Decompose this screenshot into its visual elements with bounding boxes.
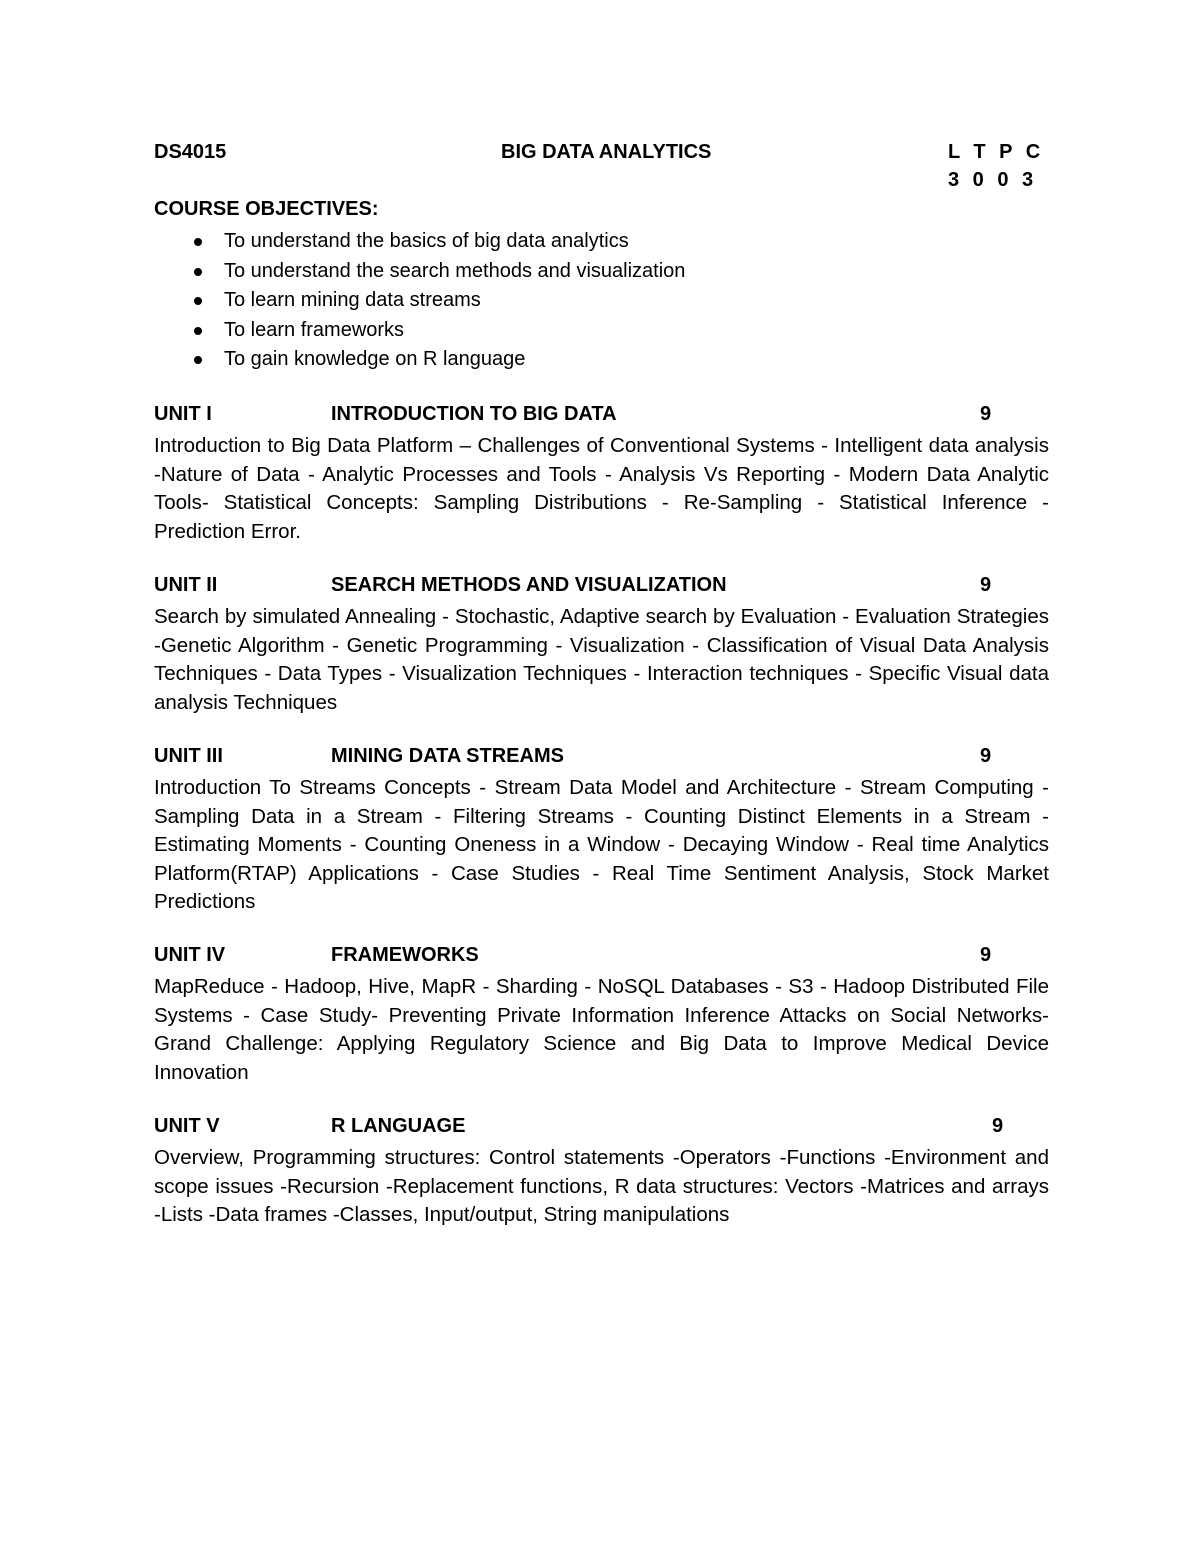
objective-text: To understand the basics of big data analytics bbox=[224, 230, 629, 252]
ltpc-values: 3 0 0 3 bbox=[948, 169, 1038, 191]
unit-heading bbox=[154, 574, 1049, 603]
unit-label: UNIT III bbox=[154, 745, 223, 767]
bullet-icon bbox=[194, 297, 202, 305]
unit-label: UNIT II bbox=[154, 574, 218, 596]
unit-label: UNIT I bbox=[154, 403, 212, 425]
objective-item bbox=[154, 345, 685, 375]
unit-label: UNIT IV bbox=[154, 944, 226, 966]
unit-title: R LANGUAGE bbox=[331, 1115, 466, 1137]
unit-heading bbox=[154, 1115, 1049, 1144]
unit-content: Overview, Programming structures: Control statements -Operators -Functions -Environment and scope issues -Recursion -Replacement functions, R data structures: Vectors -Matrices and arrays -Lists -Data frames -Classes, Input/output, String manipulations bbox=[154, 1146, 1049, 1227]
unit-hours: 9 bbox=[980, 944, 992, 966]
bullet-icon bbox=[194, 327, 202, 335]
unit-heading bbox=[154, 745, 1049, 774]
bullet-icon bbox=[194, 238, 202, 246]
unit-section bbox=[154, 944, 1049, 1087]
unit-section bbox=[154, 745, 1049, 917]
bullet-icon bbox=[194, 268, 202, 276]
unit-title: FRAMEWORKS bbox=[331, 944, 479, 966]
objective-text: To learn mining data streams bbox=[224, 289, 481, 312]
unit-section bbox=[154, 403, 1049, 546]
unit-title: MINING DATA STREAMS bbox=[331, 745, 564, 767]
bullet-icon bbox=[194, 356, 202, 364]
objective-item bbox=[154, 257, 685, 287]
unit-content: Introduction to Big Data Platform – Challenges of Conventional Systems - Intelligent data analysis -Nature of Data - Analytic Processes and Tools - Analysis Vs Reporting - Modern Data Analytic Tools- Statistical Concepts: Sampling Distributions - Re-Sampling - Statistical Inference - Prediction Error. bbox=[154, 434, 1049, 543]
objective-item bbox=[154, 227, 685, 257]
unit-label: UNIT V bbox=[154, 1115, 220, 1137]
objective-item bbox=[154, 286, 685, 316]
unit-content: MapReduce - Hadoop, Hive, MapR - Sharding - NoSQL Databases - S3 - Hadoop Distributed File Systems - Case Study- Preventing Private Information Inference Attacks on Social Networks- Grand Challenge: Applying Regulatory Science and Big Data to Improve Medical Device Innovation bbox=[154, 975, 1049, 1084]
unit-heading bbox=[154, 944, 1049, 973]
objective-item bbox=[154, 316, 685, 346]
objective-text: To learn frameworks bbox=[224, 318, 405, 341]
unit-hours: 9 bbox=[992, 1115, 1004, 1137]
unit-content: Introduction To Streams Concepts - Stream Data Model and Architecture - Stream Computing -Sampling Data in a Stream - Filtering Streams - Counting Distinct Elements in a Stream - Estimating Moments - Counting Oneness in a Window - Decaying Window - Real time Analytics Platform(RTAP) Applications - Case Studies - Real Time Sentiment Analysis, Stock Market Predictions bbox=[154, 776, 1049, 914]
unit-section bbox=[154, 574, 1049, 717]
objective-text: To understand the search methods and visualization bbox=[224, 259, 686, 282]
objective-text: To gain knowledge on R language bbox=[224, 348, 526, 371]
unit-hours: 9 bbox=[980, 574, 992, 596]
objectives-list bbox=[154, 227, 685, 375]
unit-hours: 9 bbox=[980, 745, 992, 767]
course-code: DS4015 bbox=[154, 141, 227, 163]
course-header bbox=[154, 141, 1049, 169]
objectives-heading: COURSE OBJECTIVES: bbox=[154, 198, 379, 220]
unit-section bbox=[154, 1115, 1049, 1230]
unit-title: INTRODUCTION TO BIG DATA bbox=[331, 403, 617, 425]
unit-hours: 9 bbox=[980, 403, 992, 425]
unit-heading bbox=[154, 403, 1049, 432]
unit-title: SEARCH METHODS AND VISUALIZATION bbox=[331, 574, 727, 596]
ltpc-label: L T P C bbox=[948, 141, 1045, 163]
unit-content: Search by simulated Annealing - Stochastic, Adaptive search by Evaluation - Evaluation Strategies -Genetic Algorithm - Genetic Programming - Visualization - Classification of Visual Data Analysis Techniques - Data Types - Visualization Techniques - Interaction techniques - Specific Visual data analysis Techniques bbox=[154, 605, 1049, 714]
course-title: BIG DATA ANALYTICS bbox=[501, 141, 712, 163]
